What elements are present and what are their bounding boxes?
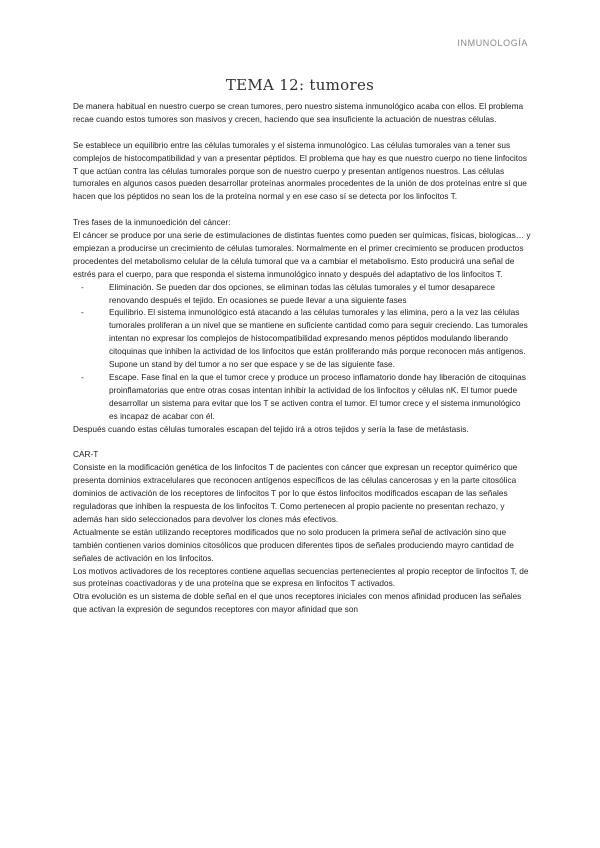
- equilibrium-paragraph: Se establece un equilibrio entre las células tumorales y el sistema inmunológico. Las células tumorales van a tener sus complejos de histocompatibilidad y van a presentar péptidos. El problema que hay es que nuestro cuerpo no tiene linfocitos T que actúan contra las células tumorales porque son de nuestro cuerpo y presentan antígenos nuestros. Las células tumorales en algunos casos pueden desarrollar proteínas anormales procedentes de la unión de dos proteínas entre sí que hacen que los péptidos no sean los de la proteína normal y en ese caso sí se detecta por los linfocitos T.: [73, 139, 527, 202]
- list-item: [81, 306, 531, 371]
- cart-paragraph-3: Los motivos activadores de los receptores contiene aquellas secuencias pertenecientes al propio receptor de linfocitos T, de sus proteínas coactivadoras y de una proteína que se expresa en linfocitos T activados.: [73, 565, 529, 589]
- page-title: TEMA 12: tumores: [225, 76, 375, 94]
- phases-heading: Tres fases de la inmunoedición del cáncer:: [73, 217, 231, 228]
- spacer: [73, 126, 531, 139]
- document-body: [73, 100, 531, 616]
- spacer: [73, 203, 531, 216]
- cart-paragraph-1: Consiste en la modificación genética de los linfocitos T de pacientes con cáncer que expresan un receptor quimérico que presenta dominios extracelulares que reconocen antígenos específicos de las células cancerosas y en la parte citosólica dominios de activación de los receptores de linfocitos T por lo que éstos linfocitos modificados escapan de las señales reguladoras que inhiben la respuesta de los linfocitos T. Como pertenecen al propio paciente no presentan rechazo, y además han sido seleccionados para devolver los clones más efectivos.: [73, 462, 518, 524]
- list-item: [81, 281, 531, 307]
- list-marker: -: [81, 281, 84, 292]
- list-item-text: Eliminación. Se pueden dar dos opciones, se eliminan todas las células tumorales y el tumor desaparece renovando después el tejido. En ocasiones se puede llevar a una siguiente fases: [109, 281, 496, 305]
- cart-paragraph-2: Actualmente se están utilizando receptores modificados que no solo producen la primera señal de activación sino que también contienen varios dominios citosólicos que producen diferentes tipos de señales produciendo mayro cantidad de señales de activación en los linfocitos.: [73, 526, 514, 563]
- list-item: [81, 371, 531, 423]
- intro-paragraph: De manera habitual en nuestro cuerpo se crean tumores, pero nuestro sistema inmunológico acaba con ellos. El problema recae cuando estos tumores son masivos y crecen, haciendo que sea insuficiente la actuación de nuestras células.: [73, 101, 524, 124]
- list-item-text: Escape. Fase final en la que el tumor crece y produce un proceso inflamatorio donde hay liberación de citoquinas proinflamatorias que entre otras cosas intentan inhibir la actividad de los linfocitos y células nK. El tumor puede desarrollar un sistema para evitar que los T se activen contra el tumor. El tumor crece y el sistema inmunológico es incapaz de acabar con él.: [109, 372, 526, 421]
- phases-outro-paragraph: Después cuando estas células tumorales escapan del tejido irá a otros tejidos y sería la fase de metástasis.: [73, 423, 469, 434]
- spacer: [73, 436, 531, 449]
- cart-heading: CAR-T: [73, 449, 99, 460]
- phases-list: [73, 281, 531, 423]
- phases-intro-paragraph: El cáncer se produce por una serie de estimulaciones de distintas fuentes como pueden ser químicas, físicas, biologicas… y empiezan a producirse un crecimiento de células tumorales. Normalmente en el primer crecimiento se producen productos procedentes del metabolismo celular de la célula tumoral que va a cambiar el metabolismo. Esto producirá una señal de estrés para el cuerpo, para que responda el sistema inmunológico innato y después del adaptativo de los linfocitos T.: [73, 230, 531, 279]
- cart-paragraph-4: Otra evolución es un sistema de doble señal en el que unos receptores iniciales con menos afinidad producen las señales que activan la expresión de segundos receptores con mayor afinidad que son: [73, 591, 522, 615]
- list-marker: -: [81, 307, 84, 318]
- course-header: INMUNOLOGÍA: [457, 38, 528, 48]
- list-item-text: Equilibrio. El sistema inmunológico está atacando a las células tumorales y las elimina, pero a la vez las células tumorales proliferan a un nivel que se mantiene en suficiente cantidad como para seguir creciendo. Las tumorales intentan no expresar los complejos de histocompatibilidad expresando menos péptidos modulando liberando citoquinas que inhiben la actividad de los linfocitos que están proliferando más porque reconocen más antígenos. Supone un stand by del tumor a no ser que espace y se de las siguiente fase.: [109, 307, 528, 370]
- list-marker: -: [81, 372, 84, 382]
